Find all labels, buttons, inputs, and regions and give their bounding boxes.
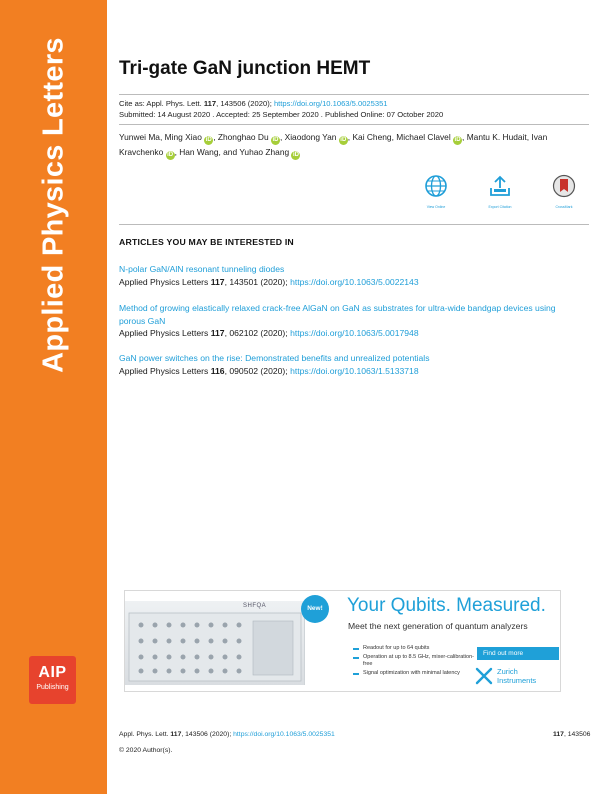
- author-name[interactable]: Zhonghao Du: [217, 132, 269, 142]
- zurich-instruments-logo: [475, 665, 561, 689]
- related-article-cite: Applied Physics Letters 117, 143501 (2020); https://doi.org/10.1063/5.0022143: [119, 276, 419, 287]
- aip-logo-text: AIP: [38, 664, 67, 681]
- orcid-icon[interactable]: iD: [340, 137, 347, 143]
- aip-publishing-logo[interactable]: [29, 656, 76, 704]
- author-name[interactable]: Ming Xiao: [164, 132, 202, 142]
- view-online-button[interactable]: [411, 174, 461, 209]
- export-citation-button[interactable]: [475, 174, 525, 209]
- ad-feature: Signal optimization with minimal latency: [353, 670, 483, 677]
- orcid-icon[interactable]: iD: [272, 137, 279, 143]
- orcid-icon[interactable]: iD: [292, 152, 299, 158]
- divider: [119, 94, 589, 95]
- related-article-title-link[interactable]: GaN power switches on the rise: Demonstrated benefits and unrealized potentials: [119, 353, 430, 363]
- crossmark-button[interactable]: [539, 174, 589, 209]
- crossmark-icon: [552, 174, 576, 198]
- author-name[interactable]: Mantu K. Hudait: [466, 132, 527, 142]
- related-article-title-link[interactable]: N-polar GaN/AlN resonant tunneling diodes: [119, 264, 285, 274]
- author-name[interactable]: Michael Clavel: [396, 132, 451, 142]
- orcid-icon[interactable]: iD: [454, 137, 461, 143]
- related-articles-heading: ARTICLES YOU MAY BE INTERESTED IN: [119, 237, 294, 247]
- article-actions: [411, 174, 591, 214]
- advertisement-banner[interactable]: [124, 590, 561, 692]
- related-article-cite: Applied Physics Letters 116, 090502 (2020); https://doi.org/10.1063/1.5133718: [119, 365, 419, 376]
- copyright: © 2020 Author(s).: [119, 747, 173, 754]
- zurich-logo-text: Zurich Instruments: [497, 667, 537, 685]
- related-article: [119, 302, 584, 340]
- related-article-doi-link[interactable]: https://doi.org/10.1063/5.0022143: [290, 276, 419, 287]
- zurich-logo-icon: [475, 667, 493, 685]
- footer-doi-link[interactable]: https://doi.org/10.1063/5.0025351: [233, 731, 335, 738]
- related-article-doi-link[interactable]: https://doi.org/10.1063/1.5133718: [290, 365, 419, 376]
- author-name[interactable]: Xiaodong Yan: [284, 132, 337, 142]
- related-article-doi-link[interactable]: https://doi.org/10.1063/5.0017948: [290, 328, 419, 338]
- divider: [119, 224, 589, 225]
- related-article: [119, 352, 584, 377]
- orcid-icon[interactable]: iD: [167, 152, 174, 158]
- export-icon: [488, 174, 512, 198]
- analyzer-device-image: [125, 601, 305, 685]
- export-citation-label: Export Citation: [488, 205, 512, 209]
- divider: [119, 124, 589, 125]
- crossmark-label: CrossMark: [555, 205, 573, 209]
- ad-headline: Your Qubits. Measured.: [347, 595, 546, 616]
- orcid-icon[interactable]: iD: [205, 137, 212, 143]
- device-front-panel: [125, 601, 305, 685]
- footer-page-id: 117, 143506: [553, 731, 591, 738]
- author-name[interactable]: Kai Cheng: [352, 132, 392, 142]
- journal-name: Applied Physics Letters: [37, 37, 70, 373]
- author-name[interactable]: Ivan Kravchenko: [119, 132, 548, 157]
- author-name[interactable]: Han Wang: [179, 147, 219, 157]
- author-name[interactable]: Yuhao Zhang: [239, 147, 290, 157]
- author-list: Yunwei Ma, Ming Xiao iD , Zhonghao Du iD , Xiaodong Yan iD , Kai Cheng, Michael Clavel iD , Mantu K. Hudait, Ivan Kravchenko iD , Han Wang, and Yuhao Zhang iD: [119, 132, 548, 158]
- related-article-title-link[interactable]: Method of growing elastically relaxed crack-free AlGaN on GaN as substrates for ultra-wide bandgap devices using porous GaN: [119, 303, 556, 326]
- article-dates: Submitted: 14 August 2020 . Accepted: 25 September 2020 . Published Online: 07 October 2020: [119, 110, 444, 119]
- author-conjunction: and: [223, 147, 238, 157]
- related-article-cite: Applied Physics Letters 117, 062102 (2020); https://doi.org/10.1063/5.0017948: [119, 328, 419, 338]
- ad-feature: Operation at up to 8.5 GHz, mixer-calibration-free: [353, 654, 483, 668]
- globe-icon: [424, 174, 448, 198]
- article-title: Tri-gate GaN junction HEMT: [119, 58, 371, 79]
- ad-feature-list: [353, 645, 483, 679]
- aip-logo-subtext: Publishing: [36, 684, 69, 691]
- related-article: [119, 263, 584, 288]
- footer-citation: Appl. Phys. Lett. 117, 143506 (2020); https://doi.org/10.1063/5.0025351: [119, 731, 335, 738]
- view-online-label: View Online: [426, 205, 446, 209]
- ad-feature: Readout for up to 64 qubits: [353, 645, 483, 652]
- article-doi-link[interactable]: https://doi.org/10.1063/5.0025351: [273, 99, 388, 108]
- new-badge: New!: [301, 595, 329, 623]
- find-out-more-button[interactable]: Find out more: [477, 647, 559, 660]
- device-brand: SHFQA: [243, 603, 267, 609]
- cite-as: Cite as: Appl. Phys. Lett. 117, 143506 (2020); https://doi.org/10.1063/5.0025351: [119, 99, 388, 108]
- author-name[interactable]: Yunwei Ma: [119, 132, 160, 142]
- ad-subline: Meet the next generation of quantum analyzers: [348, 621, 528, 631]
